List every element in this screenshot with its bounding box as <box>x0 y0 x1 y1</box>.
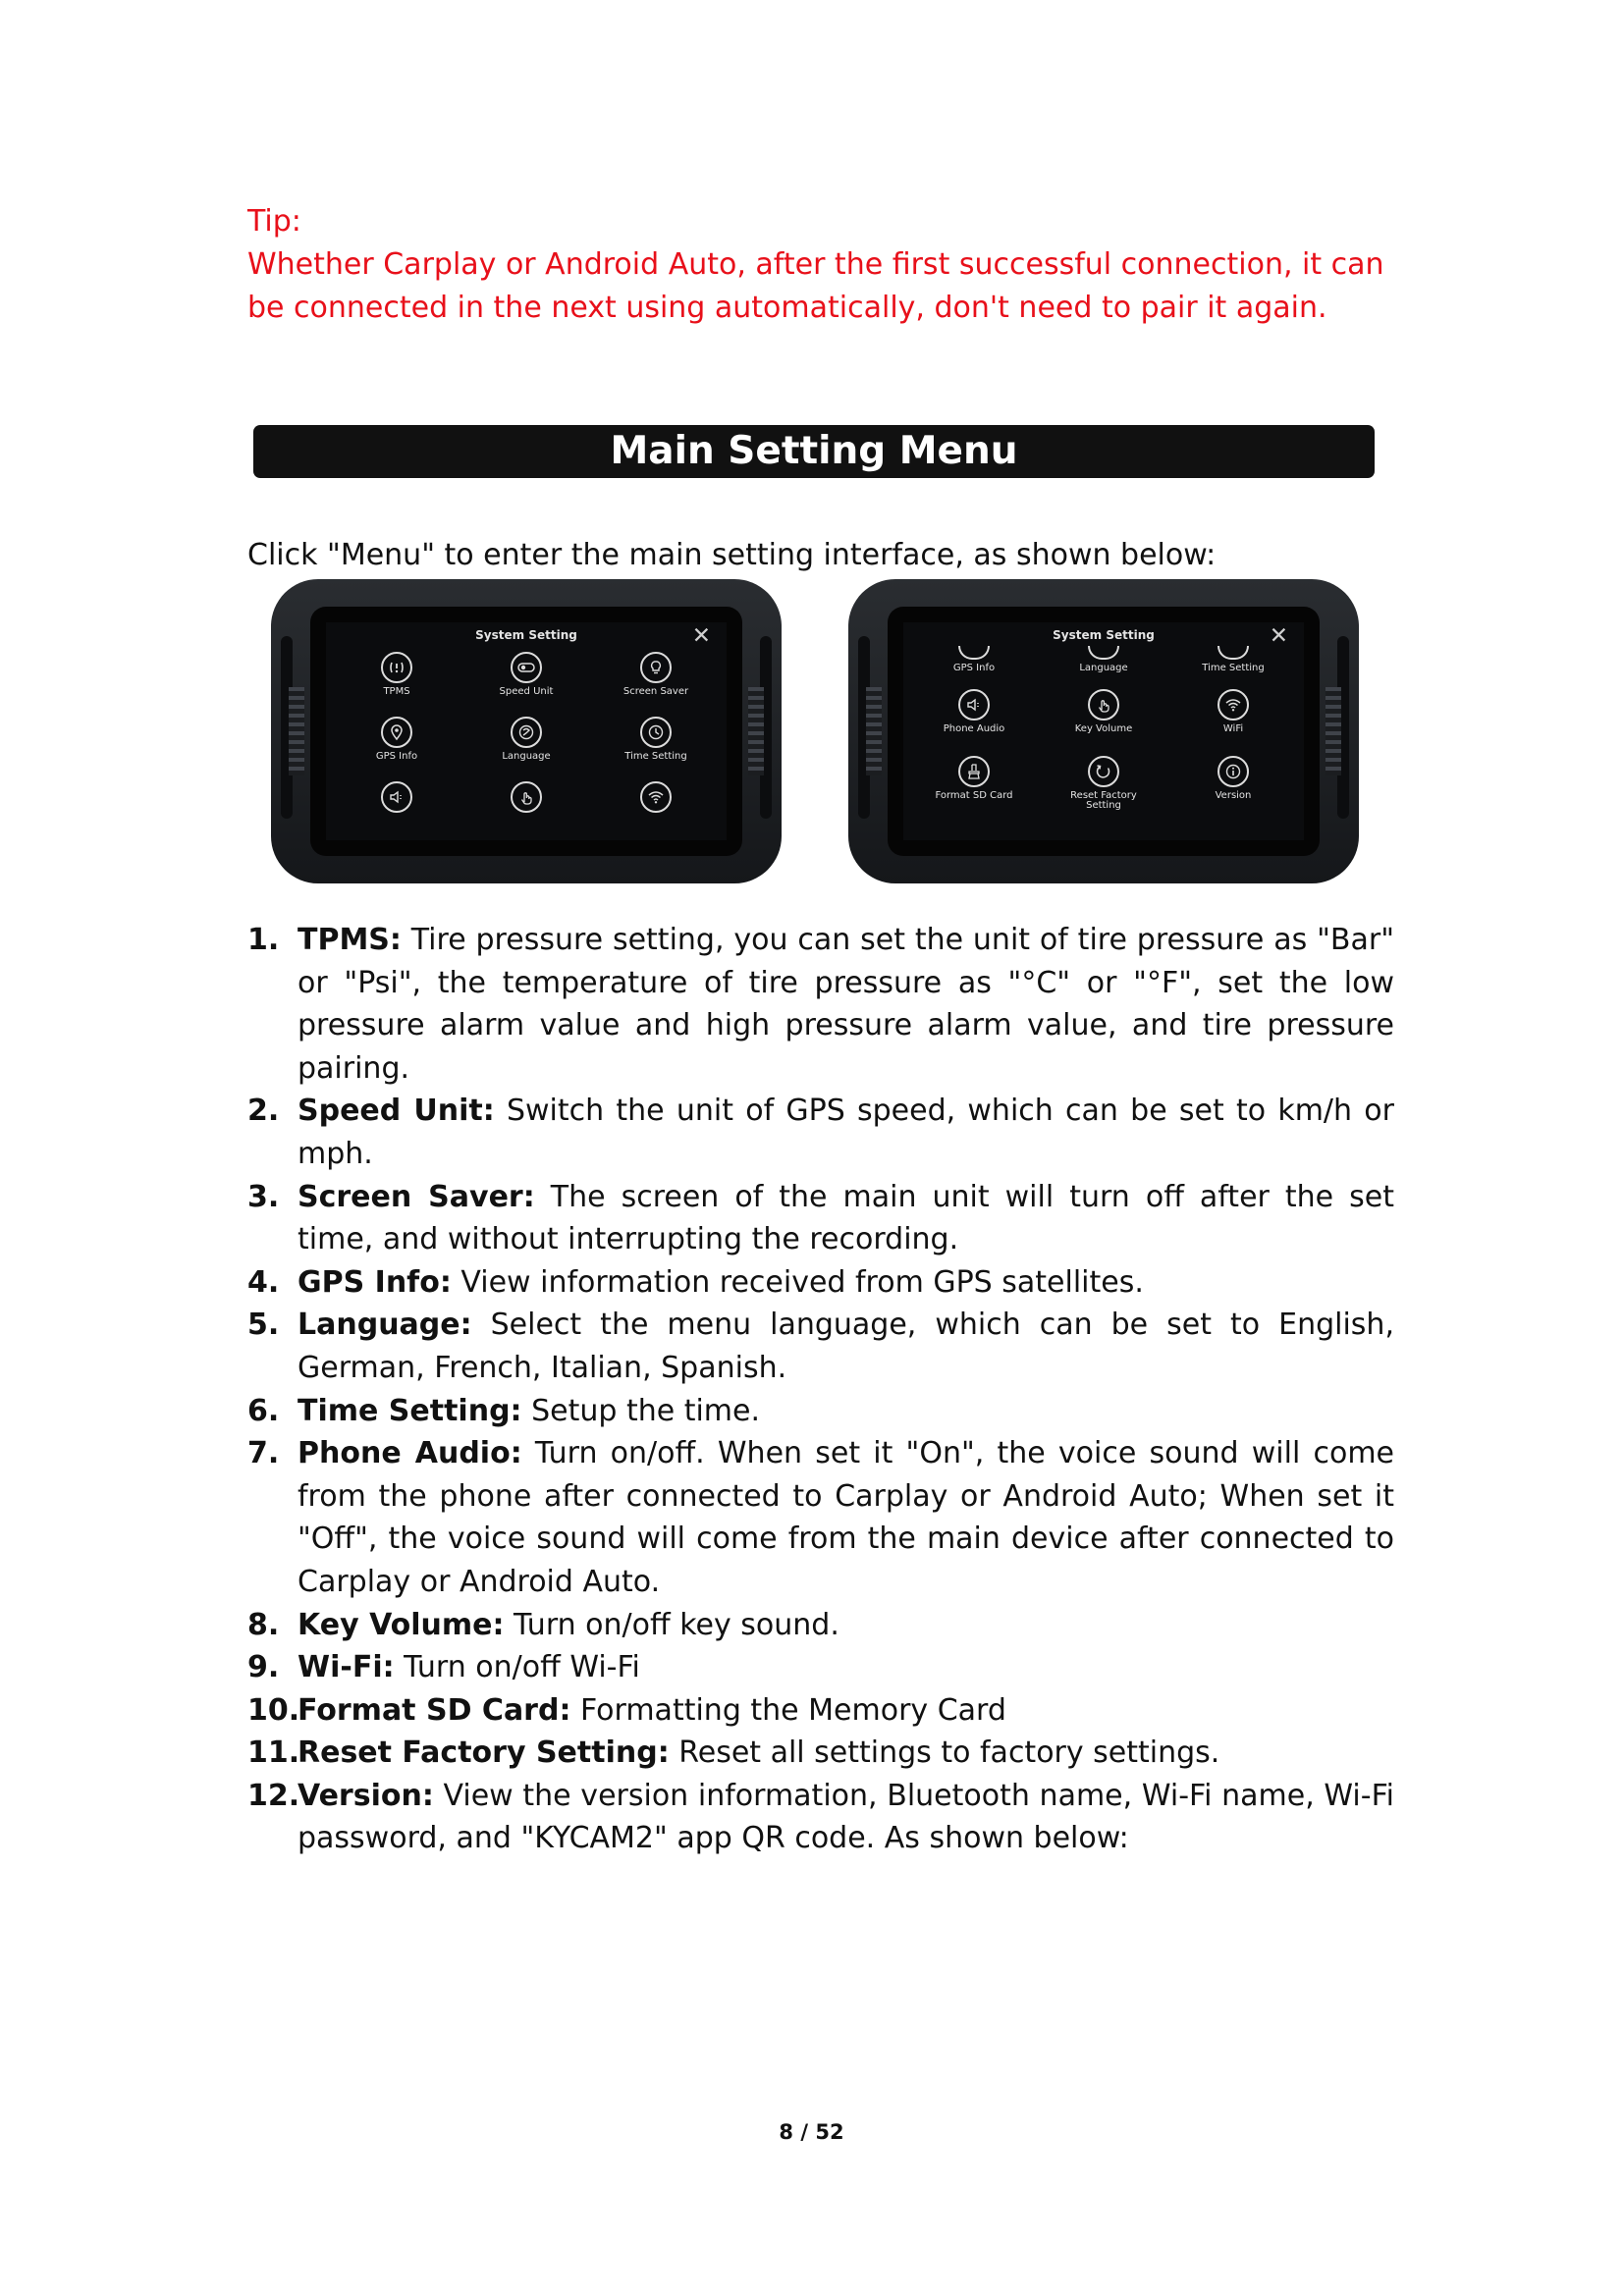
list-item <box>247 1775 1394 1860</box>
menu-item-wifi[interactable] <box>1179 689 1287 734</box>
item-text: Reset all settings to factory settings. <box>669 1735 1220 1771</box>
item-term: Version: <box>298 1778 434 1813</box>
menu-item-version[interactable] <box>1179 756 1287 801</box>
list-item <box>247 1304 1394 1389</box>
menu-item-label: Version <box>1215 790 1252 801</box>
item-text: Formatting the Memory Card <box>570 1692 1006 1728</box>
item-term: GPS Info: <box>298 1264 452 1300</box>
list-item <box>247 1432 1394 1603</box>
clock-icon <box>640 717 672 748</box>
clock-icon <box>1217 646 1249 660</box>
item-number: 3. <box>247 1179 280 1214</box>
tip-text: Whether Carplay or Android Auto, after the first successful connection, it can be connected in the next using automatically, don't need to pair it again. <box>247 247 1384 325</box>
list-item <box>247 919 1394 1090</box>
item-text: Turn on/off. When set it "On", the voice sound will come from the phone after connected to Carplay or Android Auto; When set it "Off", the voice sound will come from the main device after connected to Carplay or Android Auto. <box>298 1436 1394 1599</box>
item-number: 2. <box>247 1094 280 1129</box>
device-photo-page-1 <box>271 579 782 883</box>
gps-icon <box>958 646 990 660</box>
format-sd-icon <box>958 756 990 787</box>
settings-description-list <box>247 919 1394 1860</box>
menu-item-time-setting[interactable] <box>1179 646 1287 673</box>
menu-item-language[interactable] <box>472 717 580 762</box>
list-item <box>247 1646 1394 1689</box>
list-item <box>247 1090 1394 1175</box>
menu-item-label: Speed Unit <box>499 686 554 697</box>
key-volume-icon <box>1088 689 1119 721</box>
settings-screen-2 <box>903 622 1304 840</box>
tip-label: Tip: <box>247 204 301 239</box>
section-title: Main Setting Menu <box>253 425 1375 478</box>
menu-item-wifi[interactable] <box>602 781 710 817</box>
reset-icon <box>1088 756 1119 787</box>
menu-item-format-sd-card[interactable] <box>920 756 1028 801</box>
tip-note <box>247 200 1396 330</box>
list-item <box>247 1176 1394 1261</box>
phone-audio-icon <box>381 781 412 813</box>
item-term: TPMS: <box>298 923 402 957</box>
item-text: Turn on/off Wi-Fi <box>394 1650 640 1685</box>
menu-item-label: Time Setting <box>624 751 687 762</box>
screen-title: System Setting <box>1053 628 1155 642</box>
item-text: View information received from GPS satellites. <box>451 1264 1144 1300</box>
item-number: 12. <box>247 1778 300 1813</box>
info-icon <box>1217 756 1249 787</box>
menu-item-label: TPMS <box>383 686 410 697</box>
item-text: Tire pressure setting, you can set the unit of tire pressure as "Bar" or "Psi", the temperature of tire pressure as "°C" or "°F", set the low pressure alarm value and high pressure alarm value, and tire pressure pairing. <box>298 923 1394 1086</box>
item-number: 1. <box>247 923 280 957</box>
device-photo-page-2 <box>848 579 1359 883</box>
menu-item-time-setting[interactable] <box>602 717 710 762</box>
item-number: 7. <box>247 1436 280 1471</box>
settings-screen-1 <box>326 622 727 840</box>
item-text: Setup the time. <box>521 1393 761 1428</box>
item-number: 5. <box>247 1308 280 1343</box>
close-icon[interactable]: ✕ <box>1269 623 1288 649</box>
list-item <box>247 1261 1394 1305</box>
item-number: 4. <box>247 1264 280 1300</box>
menu-item-label: Time Setting <box>1202 663 1265 673</box>
menu-item-gps-info[interactable] <box>343 717 451 762</box>
menu-item-label: Key Volume <box>1074 723 1133 734</box>
menu-item-label: Phone Audio <box>943 723 1005 734</box>
item-text: View the version information, Bluetooth name, Wi-Fi name, Wi-Fi password, and "KYCAM2" app QR code. As shown below: <box>298 1778 1394 1856</box>
wifi-icon <box>640 781 672 813</box>
menu-item-tpms[interactable] <box>343 652 451 697</box>
item-text: The screen of the main unit will turn off after the set time, and without interrupting the recording. <box>298 1179 1394 1257</box>
item-number: 8. <box>247 1607 280 1642</box>
menu-item-gps-info[interactable] <box>920 646 1028 673</box>
menu-item-screen-saver[interactable] <box>602 652 710 697</box>
menu-item-speed-unit[interactable] <box>472 652 580 697</box>
item-number: 6. <box>247 1393 280 1428</box>
menu-item-label: GPS Info <box>952 663 996 673</box>
menu-item-label: Format SD Card <box>935 790 1013 801</box>
list-item <box>247 1390 1394 1433</box>
page-number: 8 / 52 <box>779 2120 844 2144</box>
menu-item-phone-audio[interactable] <box>920 689 1028 734</box>
menu-item-label: WiFi <box>1222 723 1244 734</box>
item-number: 9. <box>247 1650 280 1685</box>
close-icon[interactable]: ✕ <box>691 623 711 649</box>
menu-item-label: Reset Factory Setting <box>1070 790 1137 811</box>
item-term: Language: <box>298 1308 472 1343</box>
menu-item-phone-audio[interactable] <box>343 781 451 817</box>
language-icon <box>1088 646 1119 660</box>
item-text: Select the menu language, which can be set to English, German, French, Italian, Spanish. <box>298 1308 1394 1385</box>
speed-unit-icon <box>511 652 542 683</box>
screen-saver-icon <box>640 652 672 683</box>
item-text: Turn on/off key sound. <box>504 1607 839 1642</box>
menu-item-reset-factory-setting[interactable] <box>1050 756 1158 811</box>
intro-text: Click "Menu" to enter the main setting interface, as shown below: <box>247 538 1217 572</box>
item-term: Wi-Fi: <box>298 1650 395 1685</box>
gps-icon <box>381 717 412 748</box>
menu-item-label: Language <box>1079 663 1128 673</box>
item-text: Switch the unit of GPS speed, which can be set to km/h or mph. <box>298 1094 1394 1171</box>
item-term: Reset Factory Setting: <box>298 1735 670 1771</box>
key-volume-icon <box>511 781 542 813</box>
menu-item-language[interactable] <box>1050 646 1158 673</box>
item-term: Speed Unit: <box>298 1094 495 1129</box>
list-item <box>247 1689 1394 1733</box>
item-number: 11. <box>247 1735 300 1771</box>
item-term: Phone Audio: <box>298 1436 522 1471</box>
item-term: Key Volume: <box>298 1607 505 1642</box>
list-item <box>247 1604 1394 1647</box>
menu-item-label: Screen Saver <box>622 686 689 697</box>
phone-audio-icon <box>958 689 990 721</box>
list-item <box>247 1732 1394 1775</box>
tpms-icon <box>381 652 412 683</box>
item-term: Format SD Card: <box>298 1692 571 1728</box>
menu-item-key-volume[interactable] <box>1050 689 1158 734</box>
wifi-icon <box>1217 689 1249 721</box>
screen-title: System Setting <box>475 628 577 642</box>
menu-item-label: Language <box>502 751 551 762</box>
language-icon <box>511 717 542 748</box>
menu-item-label: GPS Info <box>375 751 418 762</box>
item-term: Screen Saver: <box>298 1179 535 1214</box>
item-term: Time Setting: <box>298 1393 522 1428</box>
menu-item-key-volume[interactable] <box>472 781 580 817</box>
item-number: 10. <box>247 1692 300 1728</box>
